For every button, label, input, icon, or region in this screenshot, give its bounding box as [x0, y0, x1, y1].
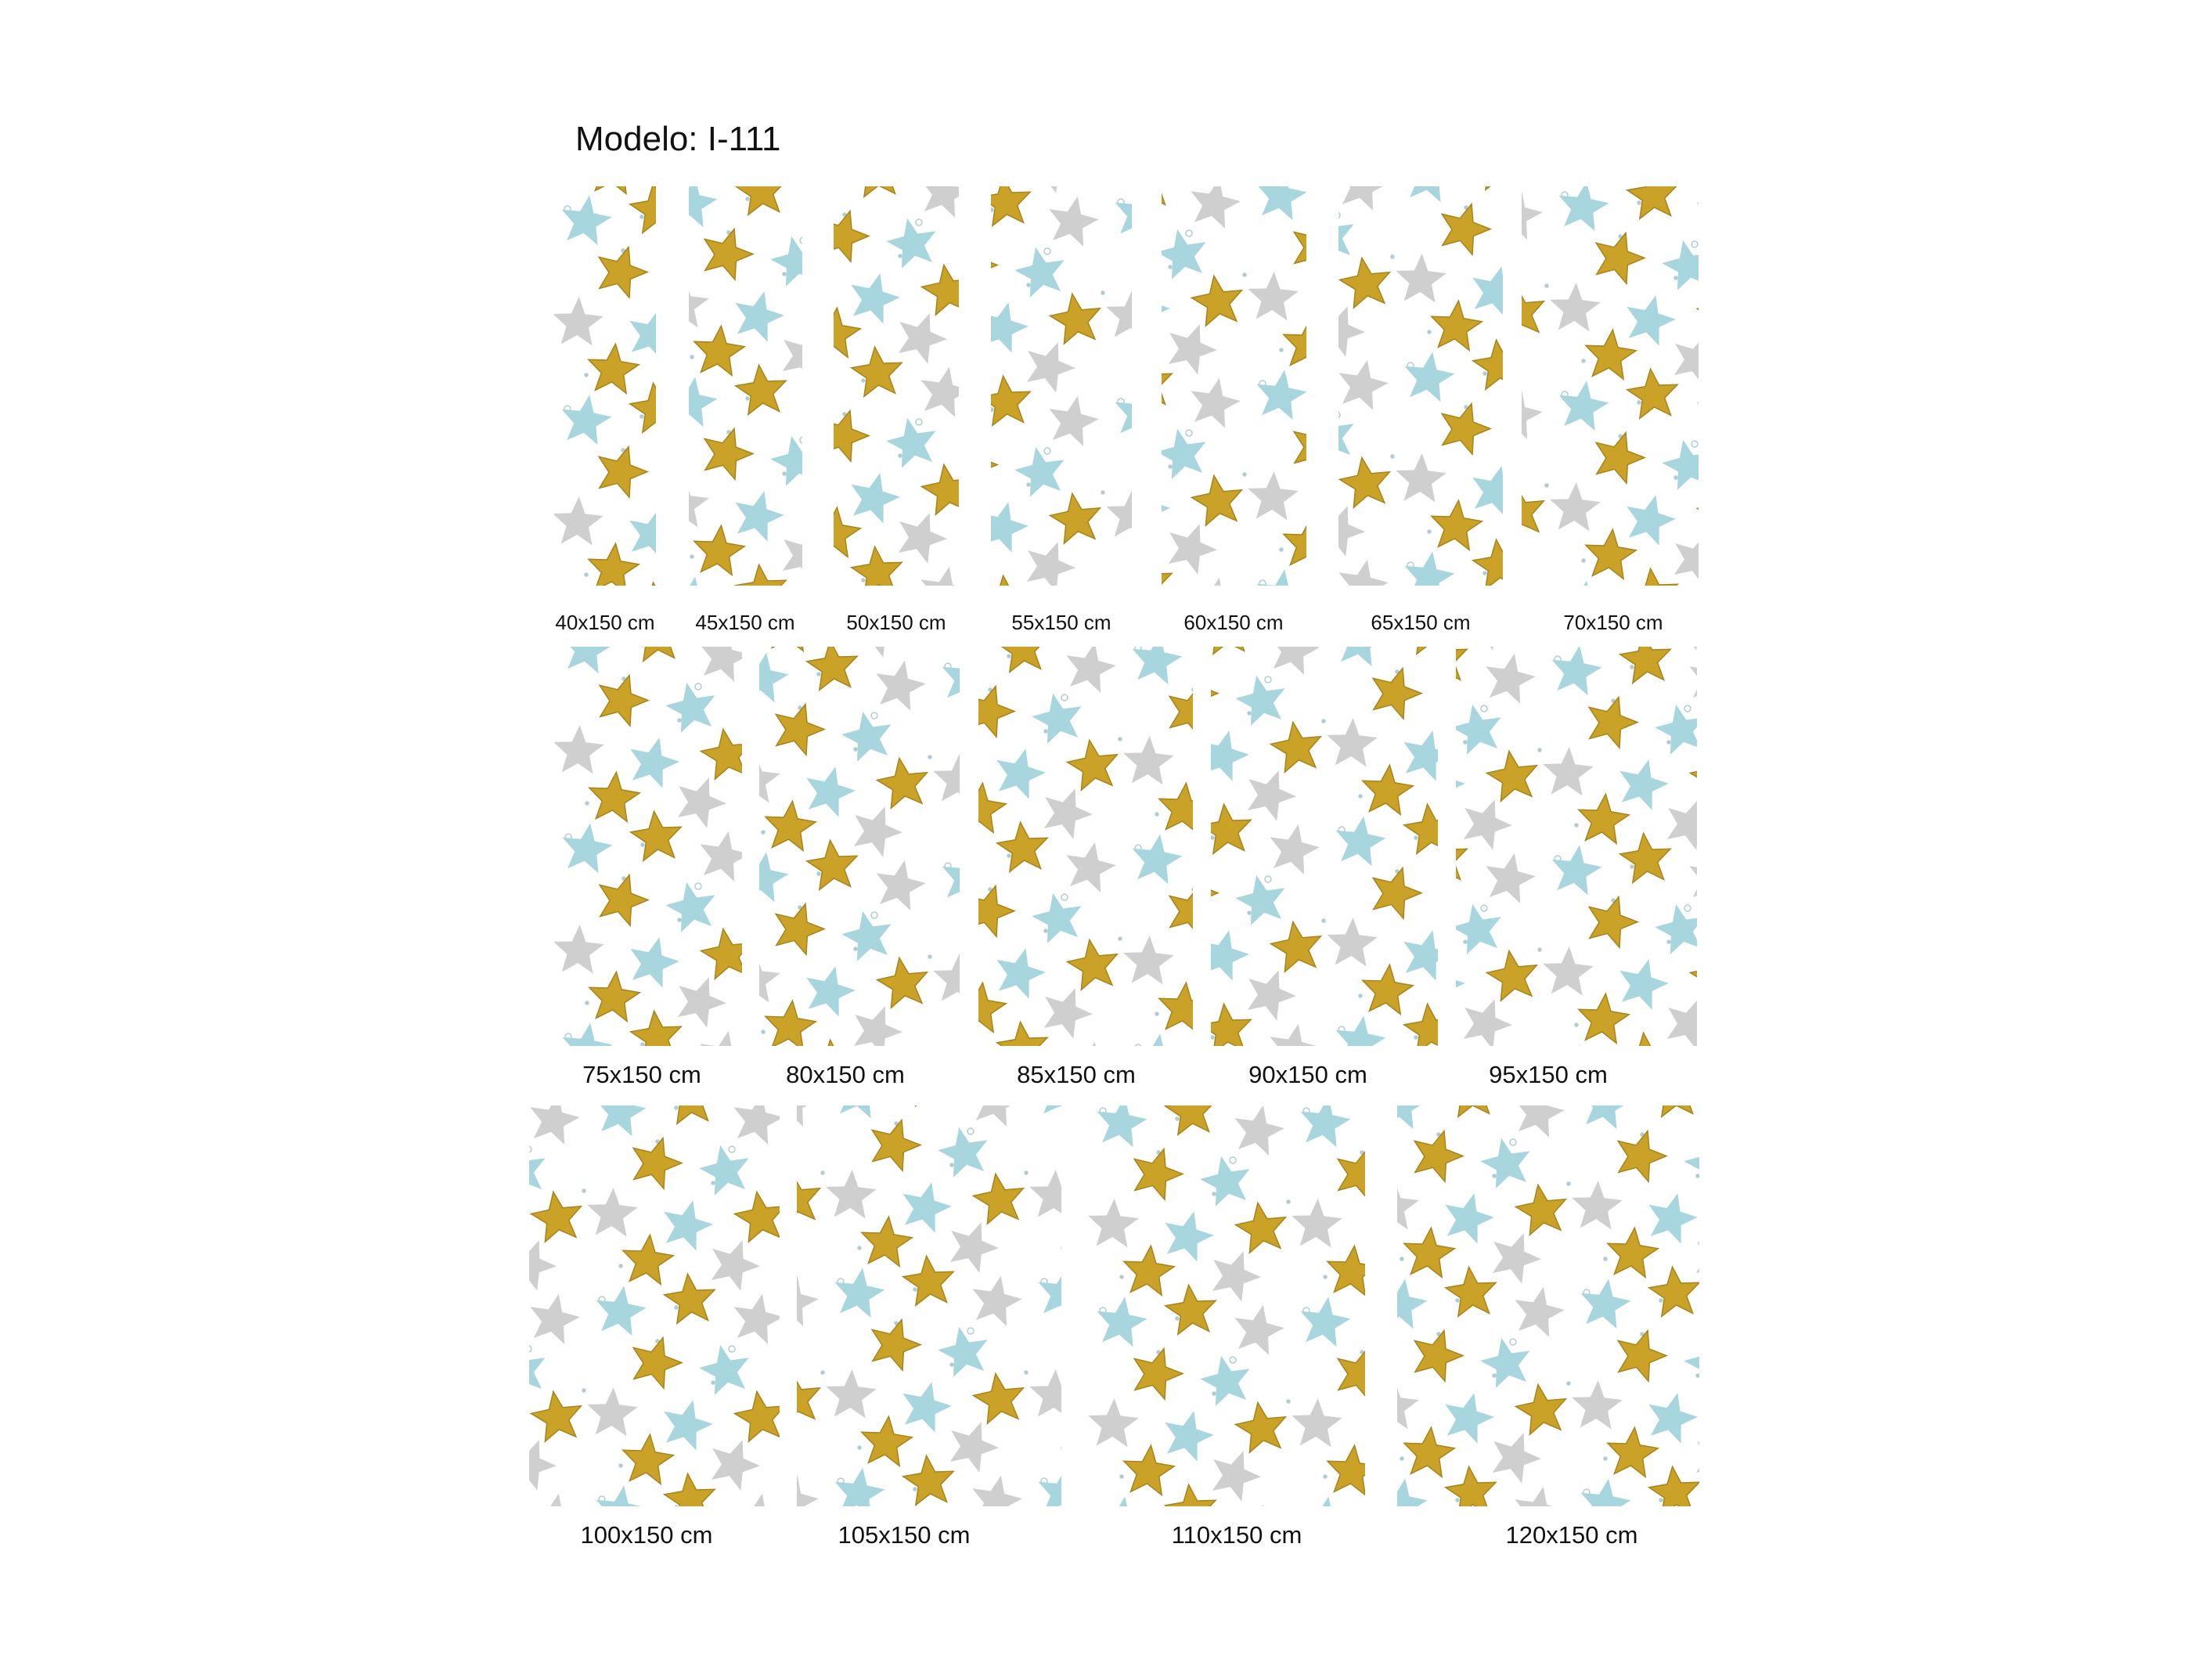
rug-preview-90x150 [1211, 647, 1438, 1046]
rug-preview-85x150 [978, 647, 1193, 1046]
size-label-55x150: 55x150 cm [1011, 611, 1111, 634]
size-label-40x150: 40x150 cm [555, 611, 655, 634]
size-label-75x150: 75x150 cm [582, 1061, 701, 1088]
size-label-110x150: 110x150 cm [1171, 1521, 1302, 1549]
rug-preview-50x150 [834, 186, 959, 586]
size-label-80x150: 80x150 cm [786, 1061, 905, 1088]
size-label-95x150: 95x150 cm [1489, 1061, 1608, 1088]
rug-preview-75x150 [554, 647, 742, 1046]
size-label-100x150: 100x150 cm [580, 1521, 713, 1549]
rug-preview-100x150 [529, 1105, 780, 1506]
size-label-70x150: 70x150 cm [1563, 611, 1663, 634]
rug-preview-105x150 [797, 1105, 1061, 1506]
rug-preview-40x150 [554, 186, 656, 586]
size-label-65x150: 65x150 cm [1371, 611, 1471, 634]
rug-preview-55x150 [991, 186, 1132, 586]
rug-preview-45x150 [689, 186, 802, 586]
size-label-90x150: 90x150 cm [1248, 1061, 1367, 1088]
rug-preview-80x150 [759, 647, 960, 1046]
size-label-120x150: 120x150 cm [1505, 1521, 1638, 1549]
rug-preview-60x150 [1162, 186, 1306, 586]
rug-preview-120x150 [1397, 1105, 1699, 1506]
size-label-60x150: 60x150 cm [1183, 611, 1284, 634]
size-label-45x150: 45x150 cm [695, 611, 795, 634]
size-label-105x150: 105x150 cm [838, 1521, 971, 1549]
rug-preview-110x150 [1088, 1105, 1365, 1506]
size-label-50x150: 50x150 cm [846, 611, 946, 634]
rug-preview-70x150 [1522, 186, 1699, 586]
rug-preview-95x150 [1456, 647, 1697, 1046]
rug-preview-65x150 [1338, 186, 1503, 586]
model-title: Modelo: I-111 [575, 120, 781, 158]
size-label-85x150: 85x150 cm [1017, 1061, 1136, 1088]
